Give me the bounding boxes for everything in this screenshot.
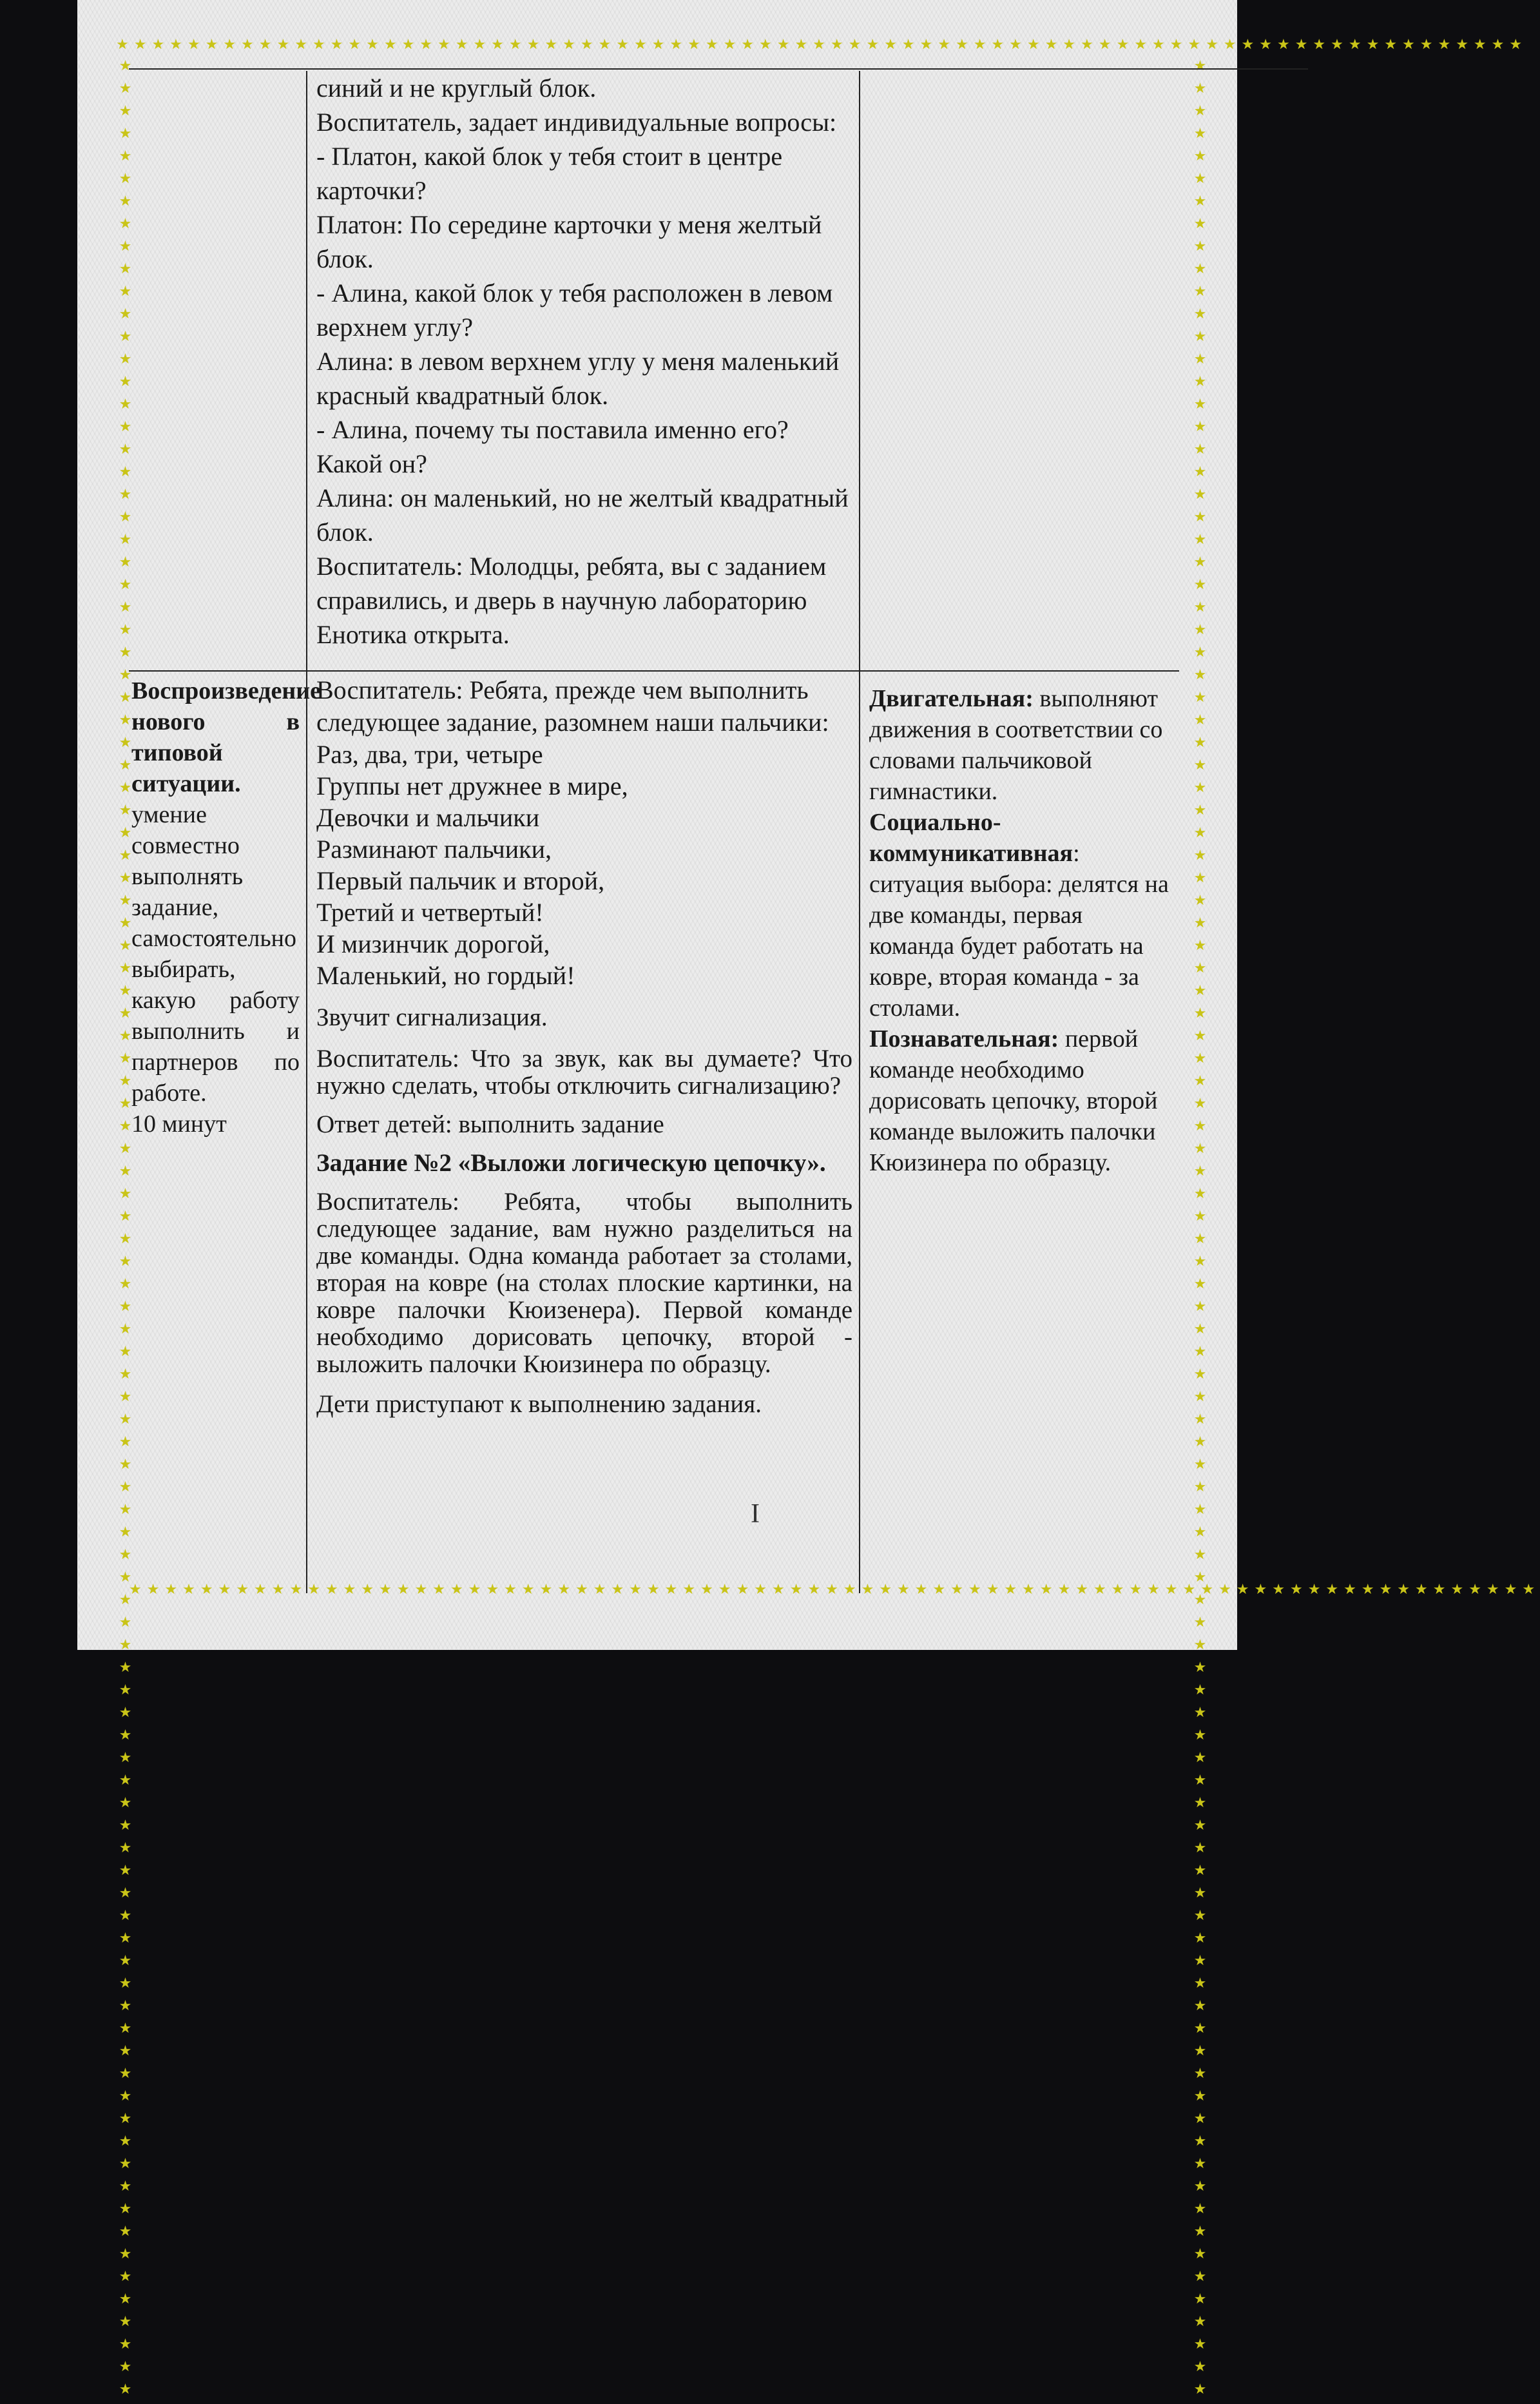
poem-line: Маленький, но гордый! [316,961,575,990]
activity-label: Социально-коммуникативная [869,809,1073,867]
stage-description: умение совместно выполнять задание, самостоятельно выбирать, какую работу выполнить и партнеров по работе. [131,801,300,1107]
poem-line: Девочки и мальчики [316,803,540,832]
poem-line: Первый пальчик и второй, [316,866,605,895]
activities-cell [860,71,1179,670]
dialogue-line: синий и не круглый блок. [316,73,597,102]
dialogue-line: Воспитатель, задает индивидуальные вопросы: [316,108,837,137]
poem-line: Раз, два, три, четыре [316,740,543,769]
table-row [129,71,1179,670]
text-cursor-icon: I [751,1499,760,1529]
dialogue-line: Воспитатель: Молодцы, ребята, вы с заданием справились, и дверь в научную лабораторию Енотика открыта. [316,552,827,649]
dialogue-line: Алина: в левом верхнем углу у меня маленький красный квадратный блок. [316,347,840,410]
final-note: Дети приступают к выполнению задания. [316,1390,762,1418]
table-row [129,670,1179,1593]
dialogue-line: - Алина, какой блок у тебя расположен в левом верхнем углу? [316,278,833,342]
content-cell [306,672,860,1593]
poem-line: Третий и четвертый! [316,898,544,927]
teacher-question: Воспитатель: Что за звук, как вы думаете? Что нужно сделать, чтобы отключить сигнализацию? [316,1045,852,1100]
teacher-intro: Воспитатель: Ребята, прежде чем выполнить следующее задание, разомнем наши пальчики: [316,675,829,737]
dialogue [307,71,859,652]
dialogue-line: Алина: он маленький, но не желтый квадратный блок. [316,483,849,547]
activity-label: Познавательная: [869,1025,1059,1052]
stage-cell [129,672,322,1593]
activities-cell [860,672,1179,1593]
activity-label: Двигательная: [869,685,1034,712]
stage-title: Воспроизведение нового в типовой ситуации. [131,677,322,797]
lesson-table [129,71,1179,1592]
star-border-bottom: ★★★★★★★★★★★★★★★★★★★★★★★★★★★★★★★★★★★★★★★★★★★★★★★★★★★★★★★★★★★★★★★★★★★★★★★★★★★★★★★ [129,1581,1540,1597]
star-border-right: ★★★★★★★★★★★★★★★★★★★★★★★★★★★★★★★★★★★★★★★★★★★★★★★★★★★★★★★★★★★★★★★★★★★★★★★★★★★★★★★★★★★★★★★★★★★★★★★★★★★★★★★★ [1193,58,1209,2404]
finger-gymnastics-poem [316,739,852,991]
dialogue-line: - Платон, какой блок у тебя стоит в центре карточки? [316,142,783,205]
table-top-border [129,68,1308,70]
content-cell [306,71,860,670]
stage-duration: 10 минут [131,1110,227,1138]
activity-text: : ситуация выбора: делятся на две команды, первая команда будет работать на ковре, вторая команда - за столами. [869,840,1169,1022]
poem-line: Разминают пальчики, [316,835,552,864]
activity-motor [869,683,1173,807]
star-border-left: ★★★★★★★★★★★★★★★★★★★★★★★★★★★★★★★★★★★★★★★★★★★★★★★★★★★★★★★★★★★★★★★★★★★★★★★★★★★★★★★★★★★★★★★★★★★★★★★★★★★★★★★★ [118,58,134,2404]
dialogue-line: - Алина, почему ты поставила именно его? Какой он? [316,415,789,478]
activity-social [869,807,1173,1023]
alarm-text: Звучит сигнализация. [316,1003,548,1031]
task-instructions: Воспитатель: Ребята, чтобы выполнить следующее задание, вам нужно разделиться на две команды. Одна команда работает за столами, вторая на ковре (на столах плоские картинки, на ковре палочки Кюизенера). Первой команде необходимо дорисовать цепочку, второй - выложить палочки Кюизинера по образцу. [316,1188,852,1378]
task-title: Задание №2 «Выложи логическую цепочку». [316,1149,826,1177]
stage-cell [129,71,306,670]
children-answer: Ответ детей: выполнить задание [316,1110,664,1138]
poem-line: Группы нет дружнее в мире, [316,771,628,800]
poem-line: И мизинчик дорогой, [316,929,550,958]
activity-text: выполняют движения в соответствии со словами пальчиковой гимнастики. [869,685,1163,805]
dialogue-line: Платон: По середине карточки у меня желтый блок. [316,210,822,273]
activity-text: первой команде необходимо дорисовать цепочку, второй команде выложить палочки Кюизинера по образцу. [869,1025,1158,1176]
activity-cognitive [869,1023,1173,1178]
star-border-top: ★★★★★★★★★★★★★★★★★★★★★★★★★★★★★★★★★★★★★★★★★★★★★★★★★★★★★★★★★★★★★★★★★★★★★★★★★★★★★★★ [116,36,1528,52]
